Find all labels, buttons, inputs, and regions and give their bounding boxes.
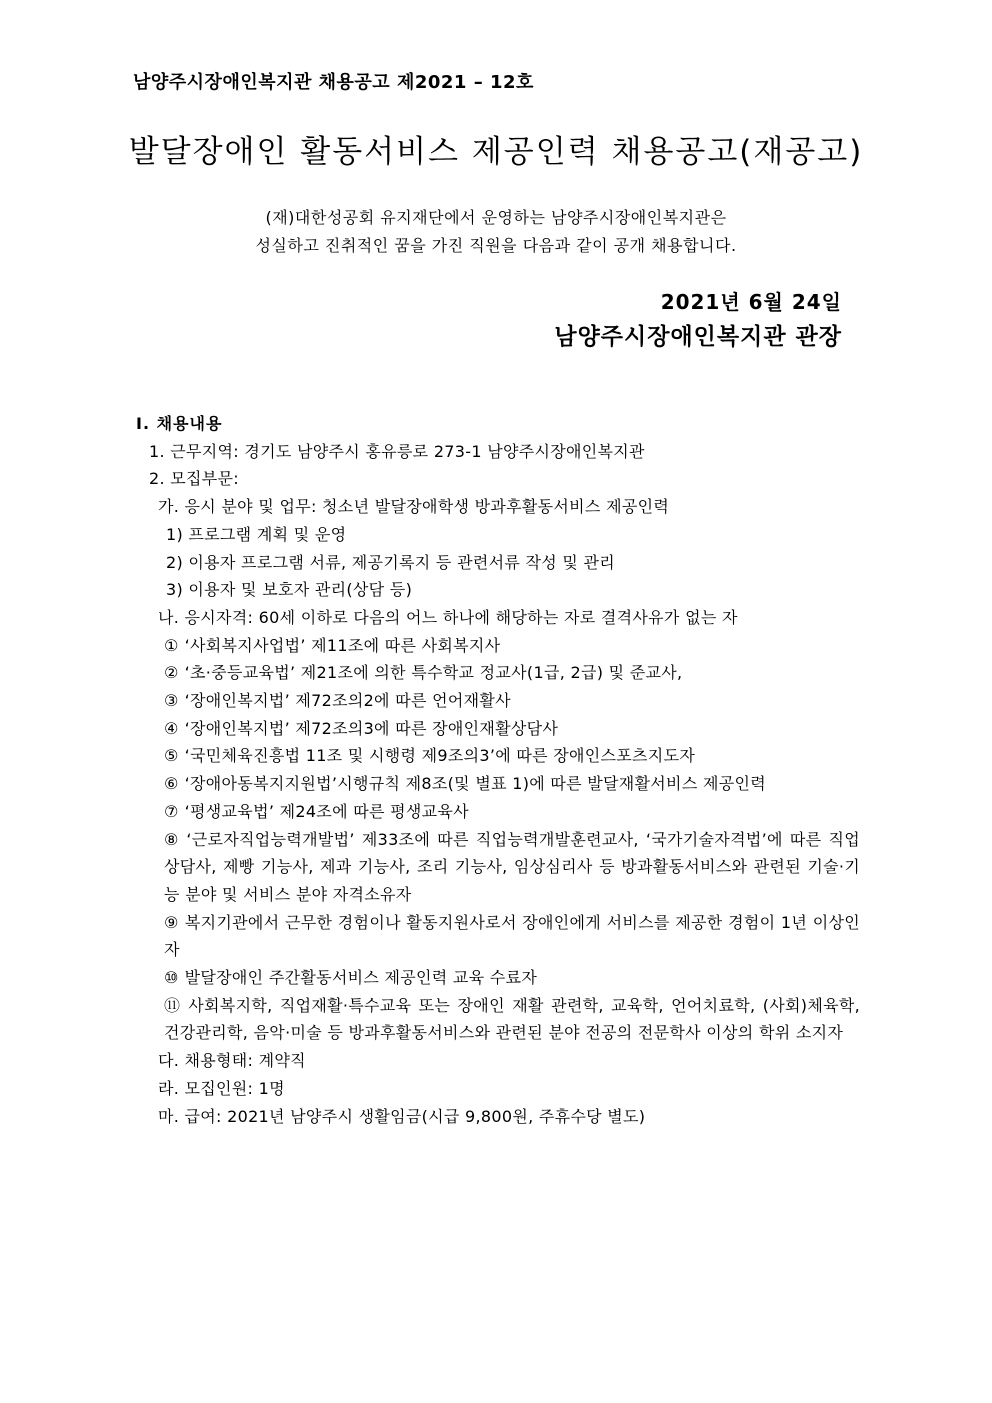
recruit-field-heading: 2. 모집부문: xyxy=(149,469,239,489)
intro-line: (재)대한성공회 유지재단에서 운영하는 남양주시장애인복지관은 xyxy=(265,208,727,227)
qualification-number: ⑩ xyxy=(164,968,179,988)
qualification-text: ‘장애아동복지지원법’시행규칙 제8조(및 별표 1)에 따른 발달재활서비스 제공인력 xyxy=(184,774,766,794)
signer: 남양주시장애인복지관 관장 xyxy=(554,324,842,350)
qualification-text: ‘근로자직업능력개발법’ 제33조에 따른 직업능력개발훈련교사, ‘국가기술자격법’에 따른 직업상담사, 제빵 기능사, 제과 기능사, 조리 기능사, 임상심리사 등 방과활동서비스와 관련된 기술·기능 분야 및 서비스 분야 자격소유자 xyxy=(164,829,860,904)
eligibility-heading: 나. 응시자격: 60세 이하로 다음의 어느 하나에 해당하는 자로 결격사유가 없는 자 xyxy=(158,607,738,627)
qualification-item xyxy=(136,770,860,798)
page-title: 발달장애인 활동서비스 제공인력 채용공고(재공고) xyxy=(128,134,864,170)
announcement-date: 2021년 6월 24일 xyxy=(660,290,842,314)
employment-type: 다. 채용형태: 계약직 xyxy=(158,1051,306,1071)
qualification-number: ② xyxy=(164,663,179,683)
qualification-item xyxy=(136,992,860,1047)
qualification-text: ‘장애인복지법’ 제72조의3에 따른 장애인재활상담사 xyxy=(184,718,559,738)
qualification-text: 사회복지학, 직업재활·특수교육 또는 장애인 재활 관련학, 교육학, 언어치료학, (사회)체육학, 건강관리학, 음악·미술 등 방과후활동서비스와 관련된 분야 전공의 전문학사 이상의 학위 소지자 xyxy=(164,995,860,1043)
intro-line: 성실하고 진취적인 꿈을 가진 직원을 다음과 같이 공개 채용합니다. xyxy=(255,236,737,255)
qualification-item xyxy=(136,798,860,826)
qualification-text: ‘장애인복지법’ 제72조의2에 따른 언어재활사 xyxy=(184,691,511,711)
headcount: 라. 모집인원: 1명 xyxy=(158,1078,285,1098)
recruitment-content xyxy=(136,410,860,1130)
qualification-number: ① xyxy=(164,635,179,655)
qualification-number: ⑨ xyxy=(164,912,179,932)
qualification-number: ⑥ xyxy=(164,774,179,794)
qualification-number: ⑪ xyxy=(164,995,183,1015)
notice-number: 남양주시장애인복지관 채용공고 제2021 – 12호 xyxy=(133,72,534,93)
qualification-number: ④ xyxy=(164,718,179,738)
duty-item: 2) 이용자 프로그램 서류, 제공기록지 등 관련서류 작성 및 관리 xyxy=(166,552,616,572)
duty-item: 1) 프로그램 계획 및 운영 xyxy=(166,524,347,544)
qualification-number: ⑤ xyxy=(164,746,179,766)
qualification-item xyxy=(136,742,860,770)
qualification-item xyxy=(136,909,860,964)
qualification-text: ‘국민체육진흥법 11조 및 시행령 제9조의3’에 따른 장애인스포츠지도자 xyxy=(184,746,696,766)
qualification-text: 복지기관에서 근무한 경험이나 활동지원사로서 장애인에게 서비스를 제공한 경험이 1년 이상인 자 xyxy=(164,912,860,960)
work-location: 1. 근무지역: 경기도 남양주시 홍유릉로 273-1 남양주시장애인복지관 xyxy=(149,441,645,461)
qualification-item xyxy=(136,964,860,992)
field-and-duties: 가. 응시 분야 및 업무: 청소년 발달장애학생 방과후활동서비스 제공인력 xyxy=(158,497,670,517)
qualification-item xyxy=(136,715,860,743)
qualification-text: 발달장애인 주간활동서비스 제공인력 교육 수료자 xyxy=(184,968,538,988)
duty-item: 3) 이용자 및 보호자 관리(상담 등) xyxy=(166,580,413,600)
qualification-number: ⑧ xyxy=(164,829,181,849)
qualification-text: ‘사회복지사업법’ 제11조에 따른 사회복지사 xyxy=(184,635,501,655)
qualification-item xyxy=(136,659,860,687)
section-title: Ⅰ. 채용내용 xyxy=(136,414,223,433)
qualification-number: ⑦ xyxy=(164,801,179,821)
qualification-item xyxy=(136,687,860,715)
intro-paragraph xyxy=(0,204,992,260)
qualification-item xyxy=(136,826,860,909)
qualification-text: ‘초·중등교육법’ 제21조에 의한 특수학교 정교사(1급, 2급) 및 준교사, xyxy=(184,663,683,683)
qualification-item xyxy=(136,632,860,660)
qualification-number: ③ xyxy=(164,691,179,711)
qualification-text: ‘평생교육법’ 제24조에 따른 평생교육사 xyxy=(184,801,469,821)
salary: 마. 급여: 2021년 남양주시 생활임금(시급 9,800원, 주휴수당 별도) xyxy=(158,1106,646,1126)
